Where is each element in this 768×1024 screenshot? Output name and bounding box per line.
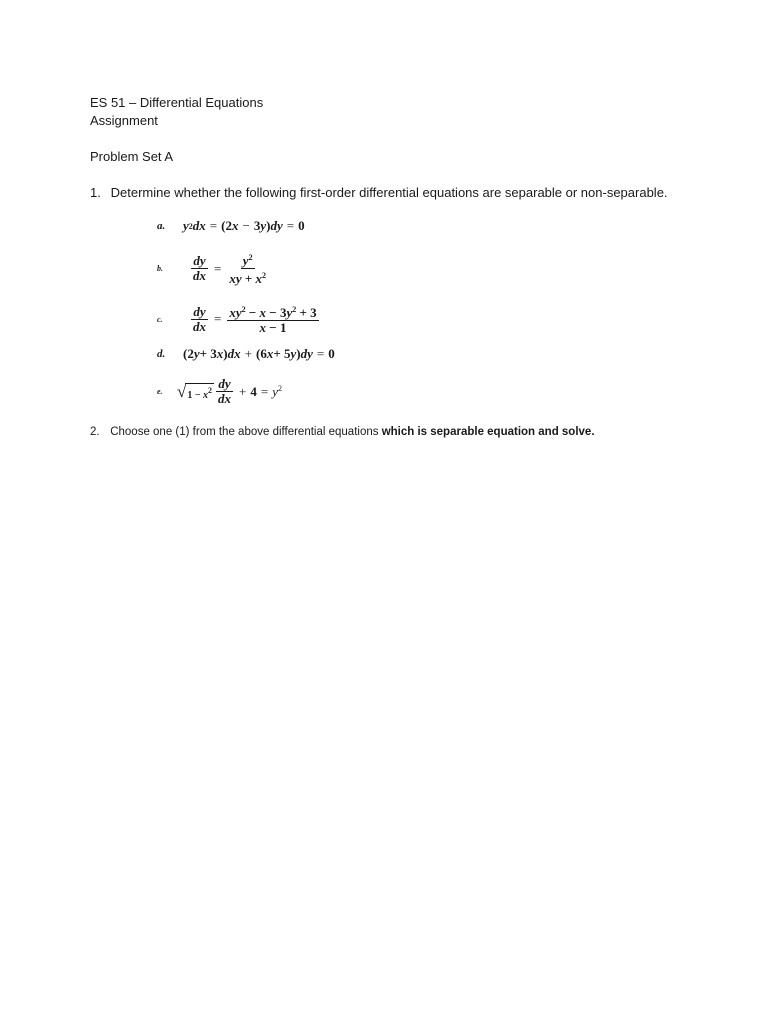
question-2-text: Choose one (1) from the above differential equations xyxy=(110,426,382,438)
equation-c-label: c. xyxy=(157,314,163,324)
equation-e-formula: √ $1 - x^2$ $\frac{dy}{dx}$ + 4 = $y^2$ xyxy=(177,376,283,406)
equation-c xyxy=(157,303,321,335)
equation-d xyxy=(157,346,335,362)
question-1 xyxy=(90,185,668,201)
equation-e-label: e. xyxy=(157,387,163,396)
equation-d-label: d. xyxy=(157,348,166,360)
equation-a xyxy=(157,218,305,234)
question-2-bold-text: which is separable equation and solve. xyxy=(381,426,595,438)
problem-set-heading: Problem Set A xyxy=(90,149,174,164)
equation-b-formula: $\frac{dy}{dx}$ = $\frac{y^2}{xy + x^2}$ xyxy=(193,253,267,286)
equation-a-formula: y 2 dx = (2 x − 3 y ) dy = 0 xyxy=(183,218,305,233)
document-type: Assignment xyxy=(90,113,158,128)
question-2 xyxy=(90,424,595,440)
question-1-number: 1. xyxy=(90,185,101,200)
course-title: ES 51 – Differential Equations xyxy=(90,95,264,110)
equation-d-formula: (2 y + 3 x ) dx + (6 x + 5 y ) dy = 0 xyxy=(183,346,335,361)
equation-a-label: a. xyxy=(157,220,166,232)
equation-b xyxy=(157,251,270,286)
equation-b-label: b. xyxy=(157,264,163,273)
question-1-text: Determine whether the following first-order differential equations are separable or non-separable. xyxy=(110,185,668,200)
question-2-number: 2. xyxy=(90,426,100,438)
equation-e xyxy=(157,377,282,406)
equation-c-formula: $\frac{dy}{dx}$ = $\frac{xy^2 - x - 3y^2 + 3}{x - 1}$ xyxy=(193,303,317,335)
